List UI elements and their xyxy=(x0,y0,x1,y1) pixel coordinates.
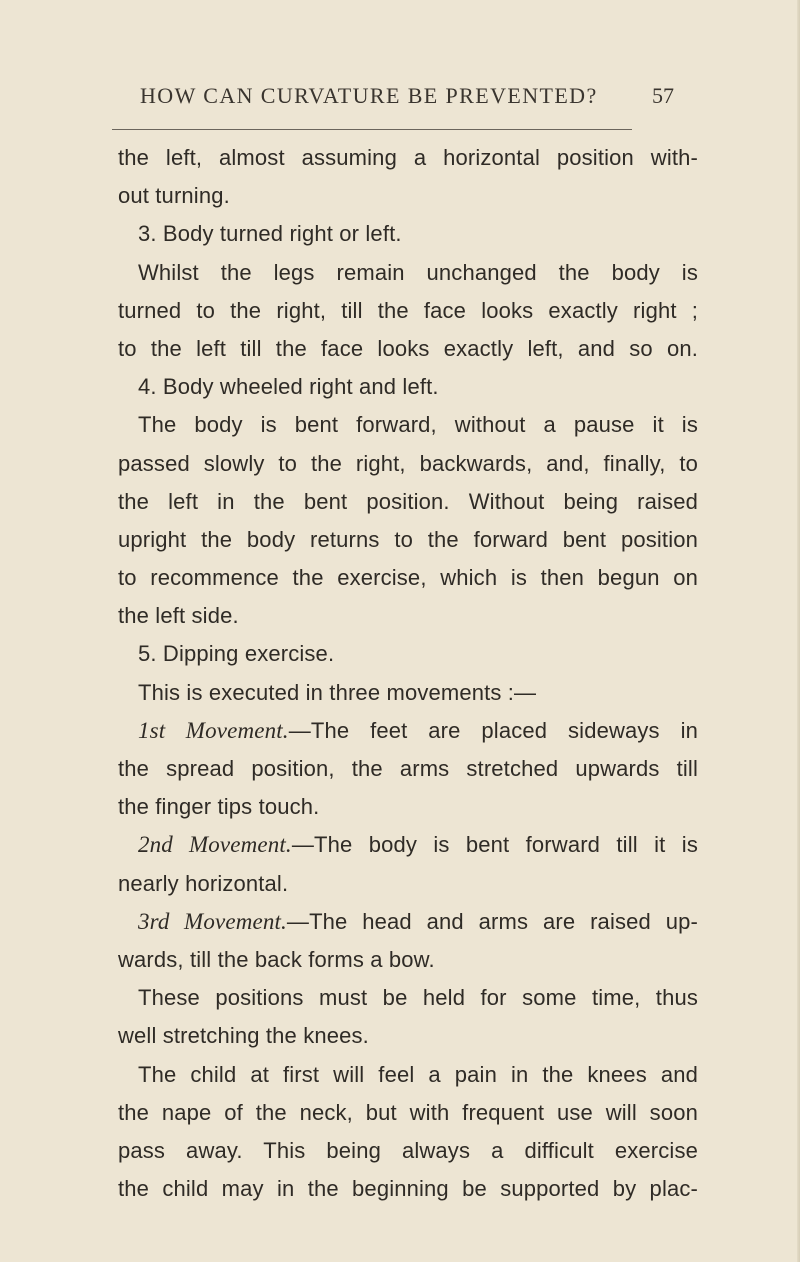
text-line: upright the body returns to the forward bent position xyxy=(118,526,698,552)
text-line: out turning. xyxy=(118,183,230,209)
text-line: The child at first will feel a pain in the knees and xyxy=(138,1061,698,1087)
text-line: the nape of the neck, but with frequent use will soon xyxy=(118,1099,698,1125)
movement-text: —The body is bent forward till it is xyxy=(291,832,698,858)
text-line xyxy=(118,826,698,864)
section-heading: 5. Dipping exercise. xyxy=(138,641,335,667)
text-line: These positions must be held for some time, thus xyxy=(138,985,698,1011)
text-line: the left, almost assuming a horizontal position with- xyxy=(118,145,698,170)
movement-label: 3rd Movement. xyxy=(138,908,287,934)
text-line: to the left till the face looks exactly left, and so on. xyxy=(118,335,698,361)
body-text xyxy=(118,139,698,1208)
text-line: wards, till the back forms a bow. xyxy=(118,946,435,972)
text-line xyxy=(118,903,698,941)
text-line: the finger tips touch. xyxy=(118,794,320,820)
text-line: the spread position, the arms stretched upwards till xyxy=(118,756,698,781)
movement-text: —The feet are placed sideways in xyxy=(288,717,698,743)
text-line: pass away. This being always a difficult exercise xyxy=(118,1137,698,1163)
page-number: 57 xyxy=(652,83,674,108)
header-rule xyxy=(112,129,632,130)
section-heading: 3. Body turned right or left. xyxy=(138,221,402,247)
text-line xyxy=(118,712,698,750)
text-line: the left side. xyxy=(118,603,239,629)
text-line: passed slowly to the right, backwards, and, finally, to xyxy=(118,450,698,476)
movement-label: 2nd Movement. xyxy=(138,832,292,858)
section-heading: 4. Body wheeled right and left. xyxy=(138,374,439,400)
text-line: Whilst the legs remain unchanged the body is xyxy=(138,259,698,285)
text-line: the left in the bent position. Without being raised xyxy=(118,488,698,514)
text-line: to recommence the exercise, which is then begun on xyxy=(118,565,698,591)
text-line: The body is bent forward, without a pause it is xyxy=(138,412,698,438)
text-line: well stretching the knees. xyxy=(118,1023,369,1049)
text-line: nearly horizontal. xyxy=(118,870,289,896)
movement-text: —The head and arms are raised up- xyxy=(286,908,698,934)
text-line: turned to the right, till the face looks exactly right ; xyxy=(118,297,698,323)
text-line: the child may in the beginning be supported by plac- xyxy=(118,1176,698,1202)
movement-label: 1st Movement. xyxy=(138,717,289,743)
text-line: This is executed in three movements :— xyxy=(138,679,537,705)
running-head: HOW CAN CURVATURE BE PREVENTED? xyxy=(140,83,598,108)
